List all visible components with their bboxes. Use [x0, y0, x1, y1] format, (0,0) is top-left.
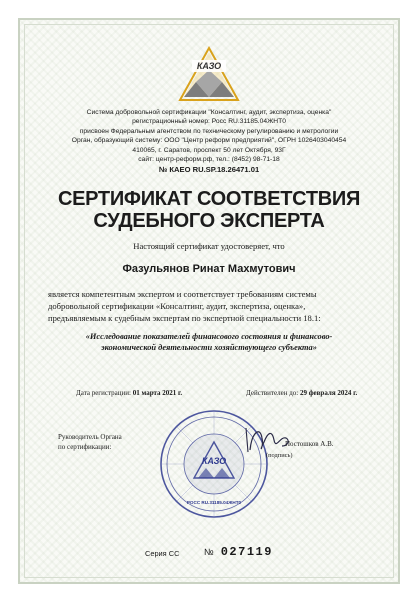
stamp-center-text: КАЗО: [201, 456, 227, 466]
specialty-line: «Исследование показателей финансового состояния и финансово-: [85, 332, 333, 341]
valid-until-label: Действителен до:: [246, 389, 299, 397]
certificate-reg-number: № КАЕО RU.SP.18.26471.01: [158, 165, 260, 175]
certifies-text: Настоящий сертификат удостоверяет, что: [133, 241, 285, 251]
signature-caption: (подпись): [266, 452, 293, 459]
stamp-bottom-text: РОСС RU.31185.04ЖНТ0: [186, 500, 242, 505]
org-line: Орган, образующий систему: ООО "Центр реформ предприятий", ОГРН 1026403040454: [71, 137, 347, 145]
registration-date-value: 01 марта 2021 г.: [132, 389, 183, 397]
title-line: СЕРТИФИКАТ СООТВЕТСТВИЯ: [57, 188, 361, 210]
valid-until-value: 29 февраля 2024 г.: [299, 389, 358, 397]
registration-date-label: Дата регистрации:: [76, 389, 131, 397]
serial-number-value: 027119: [220, 545, 273, 559]
expert-specialty: [40, 331, 378, 353]
kazo-logo: [176, 42, 242, 104]
holder-name: Фазульянов Ринат Махмутович: [122, 263, 296, 275]
certificate-title: [30, 188, 388, 232]
body-line: является компетентным экспертом и соответствует требованиям системы: [48, 289, 317, 299]
org-line: Система добровольной сертификации "Консалтинг, аудит, экспертиза, оценка": [86, 109, 332, 116]
registration-date: [76, 389, 182, 397]
org-line: присвоен Федеральным агентством по техническому регулированию и метрологии: [79, 127, 339, 135]
signatory-role: [58, 433, 122, 452]
signatory-name: Постошков А.В.: [285, 440, 334, 448]
signatory-role-line: по сертификации:: [58, 442, 112, 451]
certificate-body: [48, 288, 378, 324]
signatory-role-line: Руководитель Органа: [58, 433, 122, 441]
title-line: СУДЕБНОГО ЭКСПЕРТА: [93, 210, 325, 232]
body-line: предъявляемым к судебным экспертам по экспертной специальности 18.1:: [48, 313, 321, 323]
org-line: 410065, г. Саратов, проспект 50 лет Октября, 93Г: [132, 146, 286, 154]
series-label: Серия СС: [145, 549, 180, 558]
org-line: регистрационный номер: Росс RU.31185.04ЖНТ0: [132, 118, 286, 126]
organization-info: [30, 108, 388, 175]
body-line: добровольной сертификации «Консалтинг, аудит, экспертиза, оценка»,: [48, 301, 306, 311]
org-line: сайт: центр-реформ.рф, тел.: (8452) 98-71-18: [138, 156, 280, 164]
valid-until-date: [246, 389, 357, 397]
serial-number: [204, 545, 273, 559]
logo-text: КАЗО: [196, 61, 222, 71]
specialty-line: экономической деятельности хозяйствующего субъекта»: [101, 343, 317, 352]
serial-number-prefix: №: [204, 547, 214, 557]
